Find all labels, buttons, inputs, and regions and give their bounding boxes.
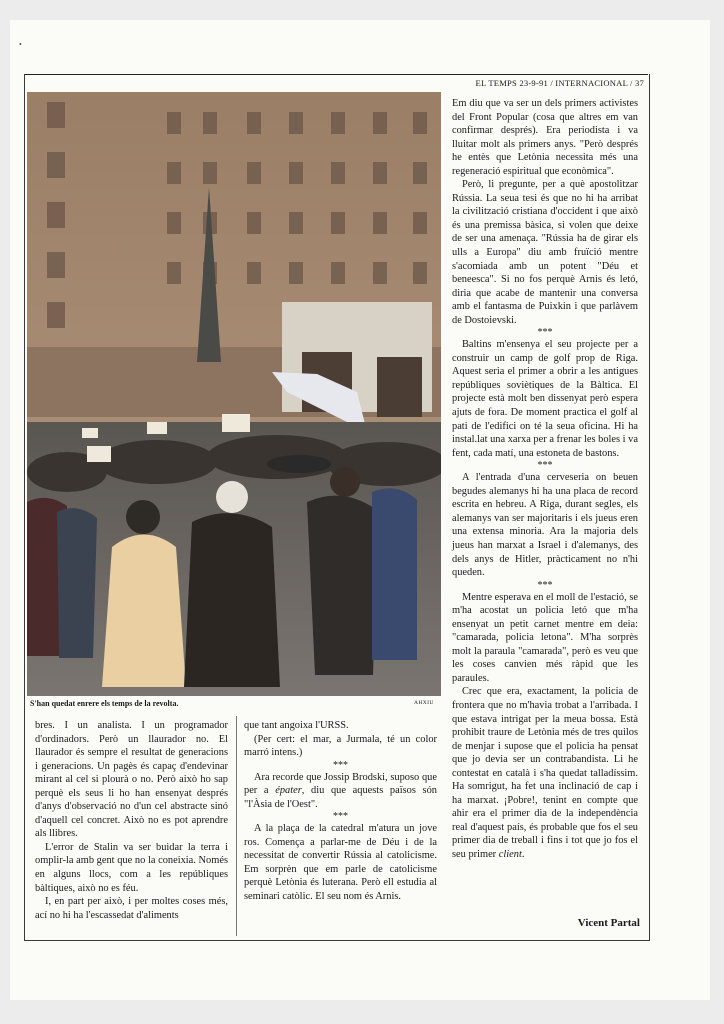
- paragraph: L'error de Stalin va ser buidar la terra i omplir-la amb gent que no la coneixia. Només en alguns llocs, com a les repúbliques bàltiques, això no es féu.: [35, 841, 228, 894]
- column-divider: [236, 716, 237, 936]
- text-run: .: [521, 848, 525, 860]
- paragraph: que tant angoixa l'URSS.: [244, 720, 349, 731]
- section-break: ***: [537, 460, 553, 472]
- paragraph: [452, 685, 638, 861]
- paragraph: Em diu que va ser un dels primers activistes del Front Popular (cosa que altres em van confirmar després). Era periodista i va lluitar molt als primers anys. "Però després he entès que Letònia necessita més una regeneració espiritual que econòmica".: [452, 98, 638, 177]
- emphasis: épater: [275, 785, 302, 797]
- text-run: Ara recorde que Jossip Brodski, suposo que per a: [244, 771, 437, 797]
- photo-credit: AHXIU: [414, 700, 434, 706]
- paragraph: Baltins m'ensenya el seu projecte per a construir un camp de golf prop de Riga. Aquest seria el primer a obrir a les antigues repúbliques soviètiques de la Bàltica. El projecte està molt ben dissenyat però espera ajuts de fora. De moment practica el golf al pati de l'edifici on té la seua oficina. Hi ha instal.lat una xarxa per a frenar les boles i va fent, cada matí, una estoneta de bastons.: [452, 339, 638, 459]
- margin-dot: •: [19, 40, 22, 49]
- paragraph: [244, 771, 437, 812]
- paragraph: Però, li pregunte, per a què apostolitzar Rússia. La seua tesi és que no hi ha arribat la civilització cristiana d'occident i que això és una premissa bàsica, si volen que deixe de ser una amenaça. "Rússia ha de girar els ulls a Europa" diu amb fruïció mentre s'acomiada amb un potent "Déu et beneesca". Si no fos perquè Arnis és letó, diria que acabe de mantenir una conversa amb el fantasma de Puixkin i que parlàvem de Dostoievski.: [452, 179, 638, 326]
- section-break: ***: [333, 811, 348, 823]
- paragraph: bres. I un analista. I un programador d'ordinadors. Però un llaurador no. El llaurador és sempre el resultat de generacions i generacions. Un pagès és capaç d'endevinar mirant al cel si plourà o no. Però això ho sap perquè els seus li ho han ensenyat després d'anys d'observació no d'un cel abstracte sinó d'aquell cel concret. Això no es pot aprendre als llibres.: [35, 720, 228, 840]
- paragraph: I, en part per això, i per moltes coses més, ací no hi ha l'escassedat d'aliments: [35, 896, 228, 921]
- protest-photo: [27, 92, 441, 696]
- running-head: EL TEMPS 23-9-91 / INTERNACIONAL / 37: [475, 78, 644, 88]
- text-run: Crec que era, exactament, la policia de frontera que no m'havia trobat a l'arribada. I que estava intrigat per la meua bossa. Està prohibit traure de Letònia més de tres quilos de menjar i supose que el policia ha pensat que jo devia ser un contrabandista. Li he contestat en català i s'ha quedat talladíssim. Ha somrigut, ha fet una inclinació de cap i ha marxat. ¡Pobre!, tenint en compte que ahir era el primer dia de la independència real d'aquest país, és probable que fos el seu primer dia de treball i fins i tot que jo fos el seu primer: [452, 686, 638, 860]
- photo-caption: S'han quedat enrere els temps de la revolta.: [30, 699, 179, 708]
- paragraph: A l'entrada d'una cerveseria on beuen begudes alemanys hi ha una placa de record escrita en hebreu. A Riga, durant segles, els alemanys van ser majoritaris i els jueus eren una extensa minoria. Ara la majoria dels jueus han marxat a Israel i d'alemanys, des dels anys de Hitler, pràcticament no n'hi queden.: [452, 472, 638, 579]
- paragraph: (Per cert: el mar, a Jurmala, té un color marró intens.): [244, 733, 437, 759]
- section-break: ***: [333, 759, 348, 771]
- article-column-1: [35, 719, 228, 922]
- paragraph: Mentre esperava en el moll de l'estació, se m'ha acostat un policia letó que m'ha ensenyat un petit carnet mentre em deia: "camarada, policia letona". M'ha sorprès molt la paraula "camarada", però es veu que les coses canvien més ràpid que les paraules.: [452, 591, 638, 684]
- paragraph: A la plaça de la catedral m'atura un jove ros. Comença a parlar-me de Déu i de la necessitat de convertir Rússia al catolicisme. Em sorprèn que em parle de catolicisme perquè Letònia és luterana. Però ell estudia al seminari catòlic. El seu nom és Arnis.: [244, 823, 437, 903]
- section-break: ***: [537, 327, 553, 339]
- author-byline: Vicent Partal: [577, 917, 640, 929]
- section-break: ***: [537, 579, 553, 591]
- article-column-2: [244, 719, 437, 904]
- emphasis: client: [498, 848, 522, 860]
- article-column-3: [452, 97, 638, 862]
- text-run: , diu que aquests països són "l'Àsia de l'Oest".: [244, 785, 437, 810]
